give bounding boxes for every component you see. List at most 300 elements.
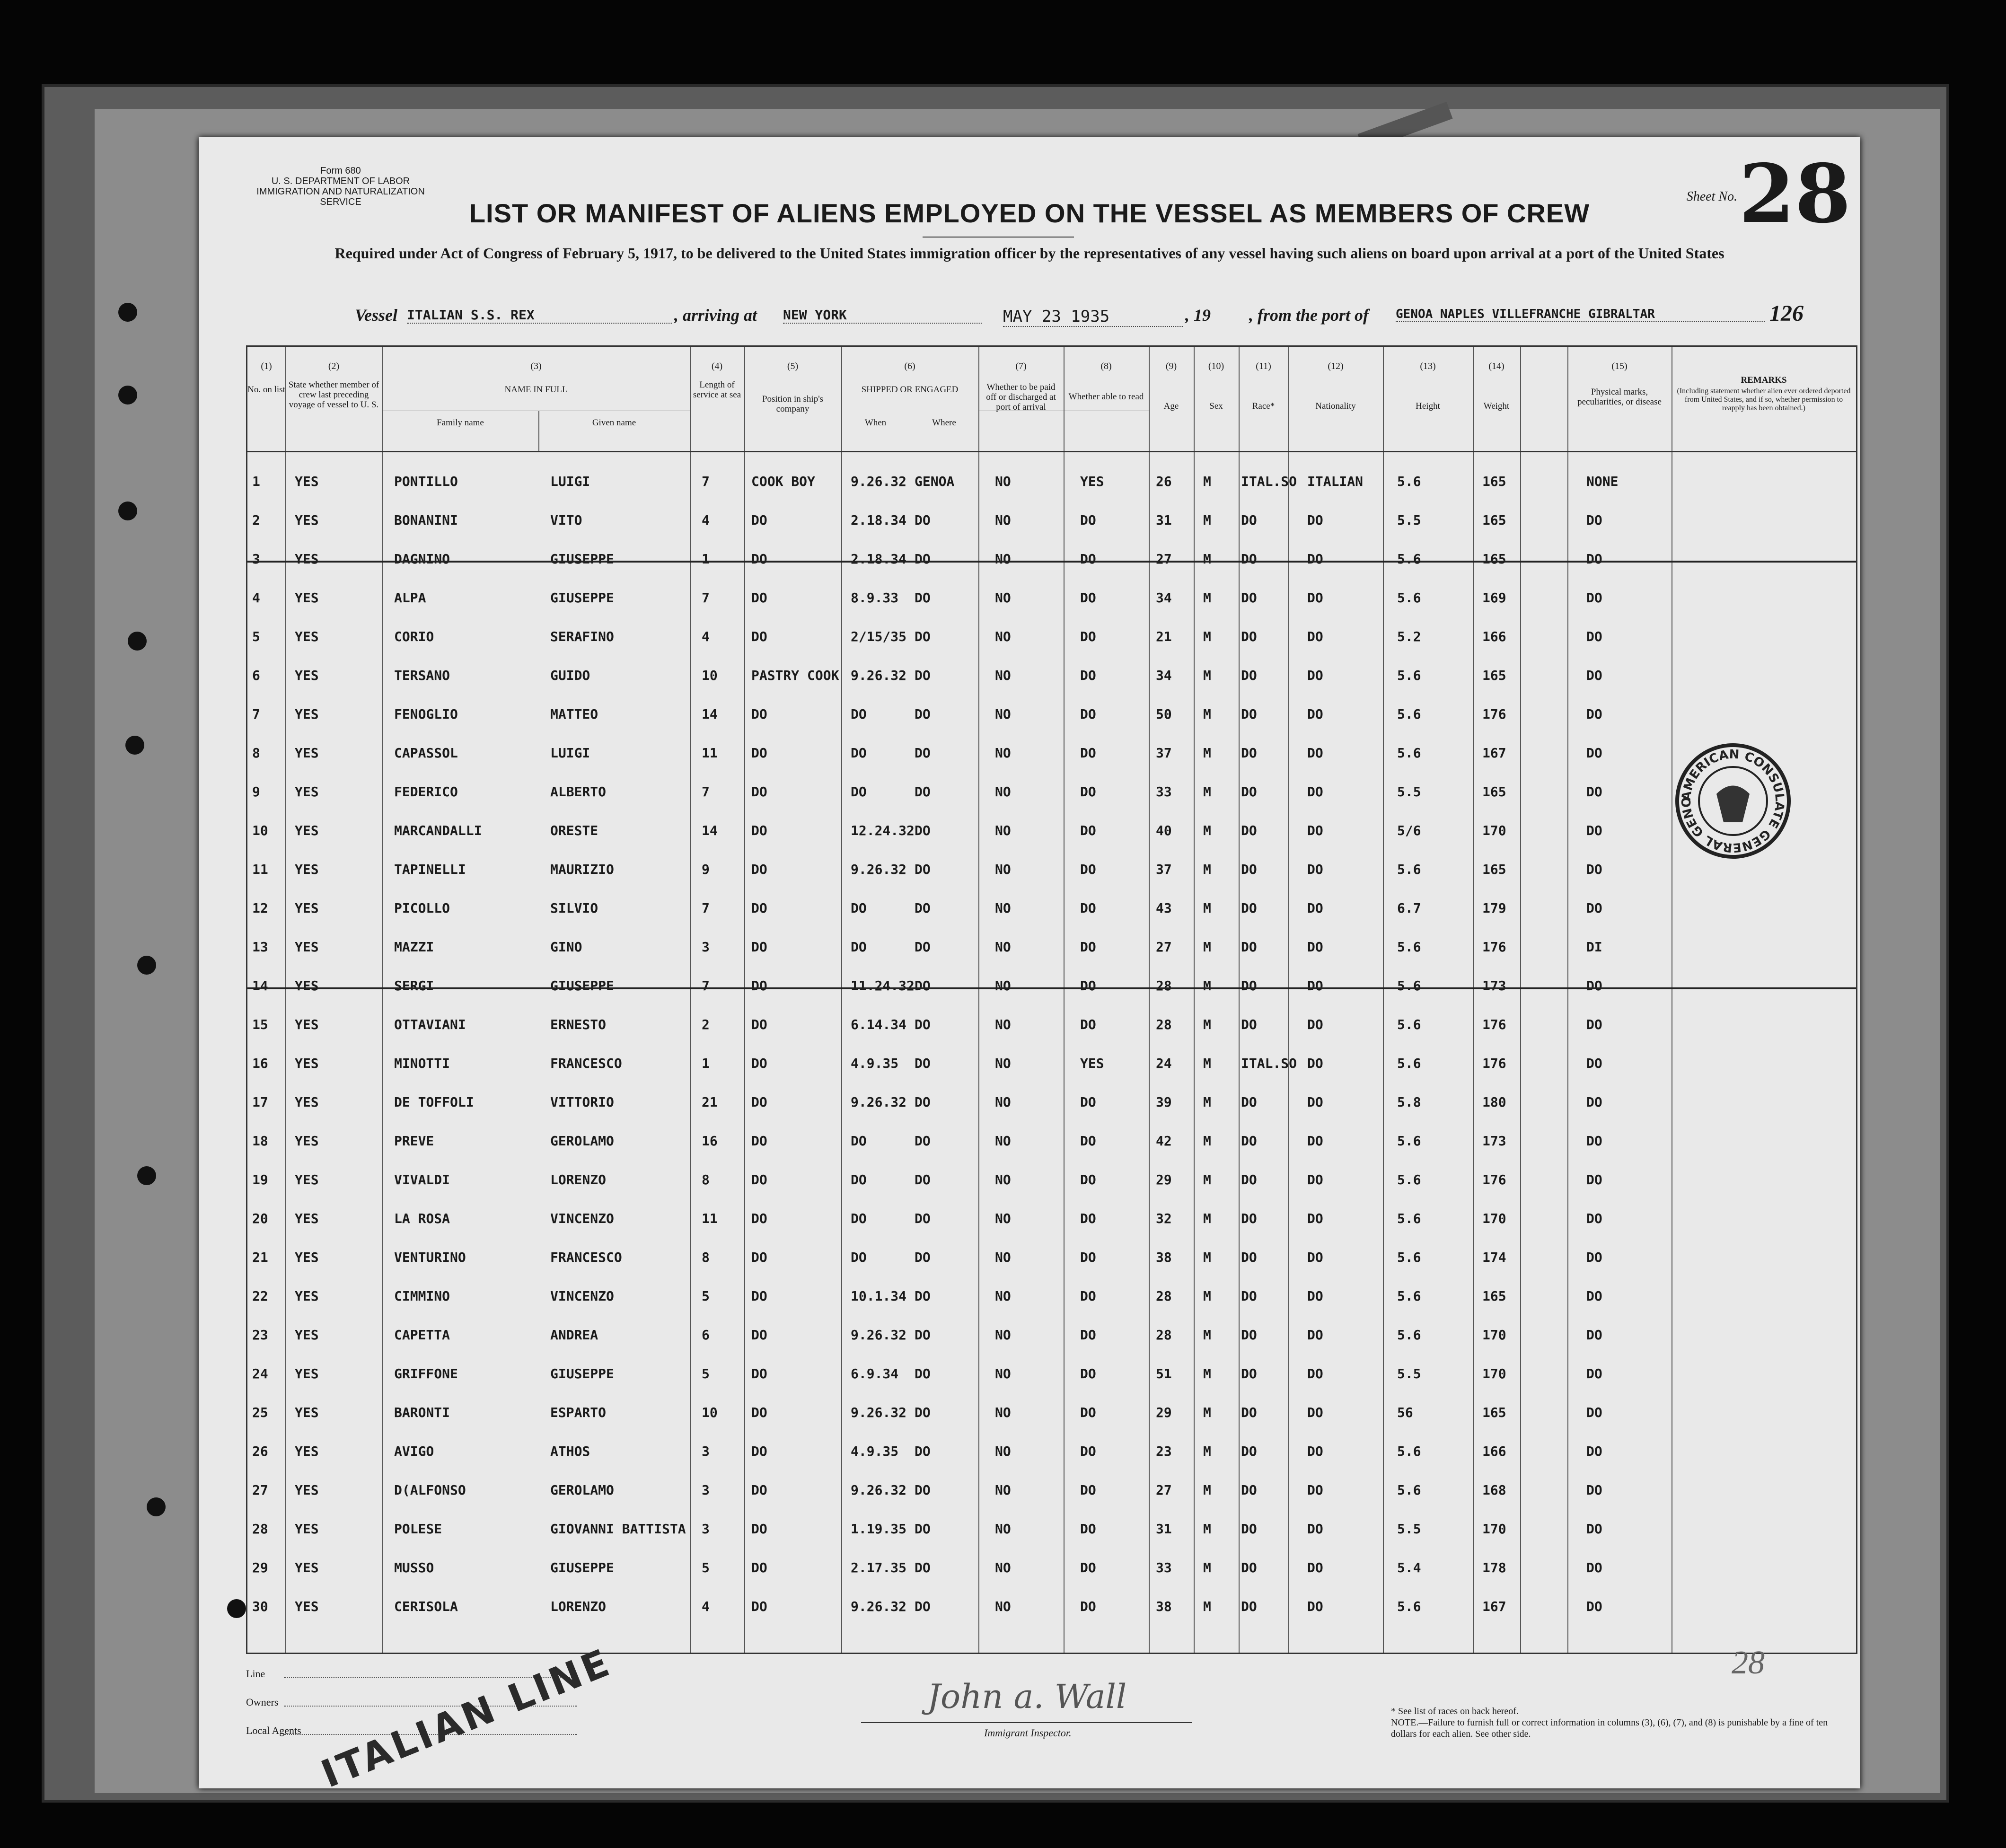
cell-nat: DO: [1307, 1133, 1323, 1149]
cell-family: AVIGO: [394, 1443, 434, 1459]
cell-paid: NO: [995, 1560, 1011, 1575]
cell-height: 5.5: [1397, 1521, 1421, 1537]
arriving-port: NEW YORK: [783, 307, 982, 324]
cell-position: DO: [751, 862, 767, 877]
cell-paid: NO: [995, 978, 1011, 994]
cell-crew: YES: [295, 668, 319, 683]
note-fine: NOTE.—Failure to furnish full or correct information in columns (3), (6), (7), and (8) is punishable by a fine of ten dollars for each alien. See other side.: [1391, 1717, 1828, 1739]
cell-crew: YES: [295, 1094, 319, 1110]
cell-phys: DO: [1586, 512, 1602, 528]
cell-race: DO: [1241, 745, 1257, 761]
cell-position: DO: [751, 1521, 767, 1537]
cell-family: TAPINELLI: [394, 862, 466, 877]
cell-position: DO: [751, 784, 767, 800]
line-label: Line: [246, 1668, 265, 1680]
cell-sex: M: [1203, 1133, 1211, 1149]
cell-read: DO: [1080, 590, 1096, 606]
cell-family: CIMMINO: [394, 1288, 450, 1304]
cell-read: DO: [1080, 900, 1096, 916]
cell-paid: NO: [995, 1056, 1011, 1071]
cell-age: 21: [1156, 629, 1172, 644]
cell-given: FRANCESCO: [550, 1250, 622, 1265]
cell-race: DO: [1241, 668, 1257, 683]
cell-read: DO: [1080, 1521, 1096, 1537]
cell-crew: YES: [295, 474, 319, 489]
cell-race: DO: [1241, 823, 1257, 838]
cell-no: 27: [252, 1482, 268, 1498]
cell-weight: 174: [1482, 1250, 1506, 1265]
cell-read: DO: [1080, 1288, 1096, 1304]
cell-sex: M: [1203, 1405, 1211, 1420]
cell-nat: DO: [1307, 862, 1323, 877]
cell-phys: DO: [1586, 1172, 1602, 1188]
table-row: [247, 892, 1856, 920]
cell-when: 8.9.33: [851, 590, 899, 606]
cell-length: 7: [702, 784, 710, 800]
cell-where: DO: [915, 745, 931, 761]
vessel-name: ITALIAN S.S. REX: [407, 307, 672, 324]
cell-read: DO: [1080, 1482, 1096, 1498]
cell-race: DO: [1241, 1599, 1257, 1614]
cell-when: DO: [851, 1211, 867, 1226]
cell-nat: DO: [1307, 629, 1323, 644]
table-row: [247, 853, 1856, 881]
cell-position: PASTRY COOK: [751, 668, 839, 683]
cell-nat: DO: [1307, 939, 1323, 955]
cell-read: DO: [1080, 668, 1096, 683]
cell-race: ITAL.SO: [1241, 474, 1297, 489]
cell-weight: 179: [1482, 900, 1506, 916]
cell-where: DO: [915, 1172, 931, 1188]
cell-read: DO: [1080, 1211, 1096, 1226]
table-row: [247, 969, 1856, 998]
cell-phys: DO: [1586, 706, 1602, 722]
cell-paid: NO: [995, 1405, 1011, 1420]
cell-race: DO: [1241, 1443, 1257, 1459]
cell-crew: YES: [295, 1560, 319, 1575]
cell-weight: 170: [1482, 1211, 1506, 1226]
cell-given: ORESTE: [550, 823, 598, 838]
cell-when: 9.26.32: [851, 1327, 907, 1343]
cell-nat: DO: [1307, 900, 1323, 916]
cell-given: LORENZO: [550, 1172, 607, 1188]
cell-nat: DO: [1307, 1056, 1323, 1071]
cell-position: DO: [751, 939, 767, 955]
cell-sex: M: [1203, 745, 1211, 761]
italian-line-stamp: ITALIAN LINE: [315, 1640, 618, 1796]
cell-paid: NO: [995, 668, 1011, 683]
cell-given: GUIDO: [550, 668, 590, 683]
cell-position: DO: [751, 1482, 767, 1498]
header-no-on-list: No. on list: [247, 385, 285, 395]
crew-table: [246, 345, 1857, 1654]
cell-position: DO: [751, 590, 767, 606]
cell-weight: 165: [1482, 1405, 1506, 1420]
departure-ports: GENOA NAPLES VILLEFRANCHE GIBRALTAR: [1396, 307, 1765, 322]
cell-family: PONTILLO: [394, 474, 458, 489]
cell-given: ATHOS: [550, 1443, 590, 1459]
cell-age: 29: [1156, 1405, 1172, 1420]
cell-race: ITAL.SO: [1241, 1056, 1297, 1071]
cell-read: DO: [1080, 1133, 1096, 1149]
cell-family: POLESE: [394, 1521, 442, 1537]
cell-length: 14: [702, 706, 718, 722]
cell-age: 37: [1156, 745, 1172, 761]
table-row: [247, 620, 1856, 649]
cell-where: DO: [915, 1211, 931, 1226]
cell-length: 6: [702, 1327, 710, 1343]
cell-read: DO: [1080, 1250, 1096, 1265]
cell-read: DO: [1080, 706, 1096, 722]
cell-given: VINCENZO: [550, 1288, 614, 1304]
cell-paid: NO: [995, 1521, 1011, 1537]
table-row: [247, 1590, 1856, 1619]
cell-crew: YES: [295, 1017, 319, 1032]
cell-paid: NO: [995, 551, 1011, 567]
cell-race: DO: [1241, 862, 1257, 877]
cell-no: 26: [252, 1443, 268, 1459]
table-row: [247, 1008, 1856, 1037]
cell-race: DO: [1241, 1288, 1257, 1304]
cell-age: 43: [1156, 900, 1172, 916]
cell-phys: DO: [1586, 1211, 1602, 1226]
cell-where: DO: [915, 1560, 931, 1575]
col-num-1: (1): [261, 361, 272, 371]
cell-race: DO: [1241, 1094, 1257, 1110]
cell-sex: M: [1203, 900, 1211, 916]
cell-nat: DO: [1307, 1366, 1323, 1382]
cell-nat: DO: [1307, 1094, 1323, 1110]
cell-family: VIVALDI: [394, 1172, 450, 1188]
cell-when: DO: [851, 900, 867, 916]
cell-weight: 166: [1482, 629, 1506, 644]
cell-no: 8: [252, 745, 260, 761]
cell-where: GENOA: [915, 474, 955, 489]
header-age: Age: [1163, 401, 1179, 411]
cell-given: ALBERTO: [550, 784, 607, 800]
header-sex: Sex: [1209, 401, 1223, 411]
cell-position: DO: [751, 745, 767, 761]
cell-when: DO: [851, 1172, 867, 1188]
cell-crew: YES: [295, 862, 319, 877]
cell-weight: 170: [1482, 823, 1506, 838]
cell-paid: NO: [995, 1482, 1011, 1498]
cell-crew: YES: [295, 551, 319, 567]
cell-when: DO: [851, 706, 867, 722]
cell-where: DO: [915, 590, 931, 606]
cell-age: 29: [1156, 1172, 1172, 1188]
cell-race: DO: [1241, 1172, 1257, 1188]
cell-phys: DO: [1586, 1599, 1602, 1614]
table-row: [247, 1396, 1856, 1425]
cell-sex: M: [1203, 1560, 1211, 1575]
header-nationality: Nationality: [1315, 401, 1356, 411]
cell-weight: 165: [1482, 784, 1506, 800]
cell-age: 32: [1156, 1211, 1172, 1226]
cell-height: 5.6: [1397, 1327, 1421, 1343]
cell-crew: YES: [295, 1250, 319, 1265]
table-row: [247, 1551, 1856, 1580]
cell-position: DO: [751, 1327, 767, 1343]
cell-phys: NONE: [1586, 474, 1619, 489]
cell-race: DO: [1241, 590, 1257, 606]
cell-given: GIUSEPPE: [550, 1366, 614, 1382]
col-num-14: (14): [1488, 361, 1504, 371]
cell-race: DO: [1241, 706, 1257, 722]
cell-sex: M: [1203, 1017, 1211, 1032]
table-row: [247, 698, 1856, 726]
cell-family: FEDERICO: [394, 784, 458, 800]
cell-when: 6.14.34: [851, 1017, 907, 1032]
table-row: [247, 1357, 1856, 1386]
cell-read: DO: [1080, 1094, 1096, 1110]
cell-paid: NO: [995, 706, 1011, 722]
cell-height: 5.6: [1397, 1250, 1421, 1265]
cell-paid: NO: [995, 1172, 1011, 1188]
cell-position: DO: [751, 629, 767, 644]
cell-nat: DO: [1307, 1211, 1323, 1226]
cell-family: ALPA: [394, 590, 426, 606]
cell-weight: 176: [1482, 1172, 1506, 1188]
cell-nat: DO: [1307, 1288, 1323, 1304]
cell-given: VITTORIO: [550, 1094, 614, 1110]
cell-family: CAPASSOL: [394, 745, 458, 761]
cell-length: 2: [702, 1017, 710, 1032]
cell-no: 15: [252, 1017, 268, 1032]
cell-no: 5: [252, 629, 260, 644]
cell-where: DO: [915, 1366, 931, 1382]
cell-paid: NO: [995, 1366, 1011, 1382]
cell-age: 50: [1156, 706, 1172, 722]
cell-sex: M: [1203, 706, 1211, 722]
cell-read: DO: [1080, 978, 1096, 994]
cell-sex: M: [1203, 1327, 1211, 1343]
col-num-9: (9): [1165, 361, 1177, 371]
cell-weight: 165: [1482, 474, 1506, 489]
cell-position: DO: [751, 1366, 767, 1382]
cell-no: 29: [252, 1560, 268, 1575]
cell-when: DO: [851, 1250, 867, 1265]
cell-read: DO: [1080, 1405, 1096, 1420]
cell-age: 38: [1156, 1250, 1172, 1265]
cell-position: DO: [751, 1250, 767, 1265]
cell-phys: DO: [1586, 1366, 1602, 1382]
cell-weight: 168: [1482, 1482, 1506, 1498]
cell-paid: NO: [995, 1288, 1011, 1304]
cell-nat: DO: [1307, 1521, 1323, 1537]
table-row: [247, 1474, 1856, 1502]
col-num-7: (7): [1015, 361, 1027, 371]
cell-crew: YES: [295, 512, 319, 528]
cell-age: 28: [1156, 1288, 1172, 1304]
table-row: [247, 543, 1856, 571]
cell-sex: M: [1203, 784, 1211, 800]
cell-read: DO: [1080, 1443, 1096, 1459]
cell-height: 5.6: [1397, 706, 1421, 722]
cell-phys: DO: [1586, 1405, 1602, 1420]
cell-sex: M: [1203, 1172, 1211, 1188]
cell-sex: M: [1203, 668, 1211, 683]
cell-where: DO: [915, 1017, 931, 1032]
page-title: LIST OR MANIFEST OF ALIENS EMPLOYED ON THE VESSEL AS MEMBERS OF CREW: [469, 198, 1590, 228]
cell-family: D(ALFONSO: [394, 1482, 466, 1498]
cell-family: MUSSO: [394, 1560, 434, 1575]
cell-sex: M: [1203, 939, 1211, 955]
col-num-12: (12): [1328, 361, 1344, 371]
header-paid-off: Whether to be paid off or discharged at port of arrival: [986, 382, 1056, 412]
cell-no: 1: [252, 474, 260, 489]
cell-where: DO: [915, 1482, 931, 1498]
cell-phys: DO: [1586, 1250, 1602, 1265]
cell-position: DO: [751, 551, 767, 567]
cell-age: 26: [1156, 474, 1172, 489]
cell-phys: DO: [1586, 1017, 1602, 1032]
cell-crew: YES: [295, 706, 319, 722]
cell-crew: YES: [295, 1443, 319, 1459]
cell-phys: DO: [1586, 1443, 1602, 1459]
cell-given: GEROLAMO: [550, 1133, 614, 1149]
col-num-13: (13): [1420, 361, 1436, 371]
cell-when: 9.26.32: [851, 1482, 907, 1498]
col-num-8: (8): [1100, 361, 1112, 371]
cell-phys: DO: [1586, 862, 1602, 877]
cell-given: GINO: [550, 939, 582, 955]
header-height: Height: [1416, 401, 1440, 411]
cell-crew: YES: [295, 784, 319, 800]
footer-notes: [1391, 1706, 1840, 1740]
cell-weight: 169: [1482, 590, 1506, 606]
cell-length: 16: [702, 1133, 718, 1149]
cell-phys: DO: [1586, 1327, 1602, 1343]
cell-age: 28: [1156, 1327, 1172, 1343]
service-name: IMMIGRATION AND NATURALIZATION SERVICE: [256, 186, 425, 207]
cell-when: 9.26.32: [851, 862, 907, 877]
cell-no: 11: [252, 862, 268, 877]
cell-when: 2.17.35: [851, 1560, 907, 1575]
cell-crew: YES: [295, 1211, 319, 1226]
table-row: [247, 659, 1856, 687]
cell-when: 12.24.32: [851, 823, 915, 838]
table-row: [247, 1202, 1856, 1231]
cell-height: 5.6: [1397, 1017, 1421, 1032]
cell-age: 42: [1156, 1133, 1172, 1149]
cell-family: CERISOLA: [394, 1599, 458, 1614]
inspector-label: Immigrant Inspector.: [984, 1727, 1072, 1739]
cell-sex: M: [1203, 1250, 1211, 1265]
cell-where: DO: [915, 668, 931, 683]
header-name-in-full: NAME IN FULL: [504, 385, 568, 395]
cell-no: 18: [252, 1133, 268, 1149]
cell-length: 5: [702, 1366, 710, 1382]
cell-family: BONANINI: [394, 512, 458, 528]
cell-height: 5.6: [1397, 590, 1421, 606]
cell-given: GIUSEPPE: [550, 590, 614, 606]
sheet-label: Sheet No.: [1686, 189, 1737, 204]
cell-phys: DO: [1586, 900, 1602, 916]
cell-sex: M: [1203, 512, 1211, 528]
cell-where: DO: [915, 978, 931, 994]
cell-no: 24: [252, 1366, 268, 1382]
cell-crew: YES: [295, 1327, 319, 1343]
cell-nat: DO: [1307, 551, 1323, 567]
cell-paid: NO: [995, 1250, 1011, 1265]
cell-position: DO: [751, 823, 767, 838]
cell-given: MAURIZIO: [550, 862, 614, 877]
cell-crew: YES: [295, 1482, 319, 1498]
cell-race: DO: [1241, 1211, 1257, 1226]
cell-phys: DO: [1586, 745, 1602, 761]
cell-height: 5.6: [1397, 1211, 1421, 1226]
vessel-label: Vessel: [355, 306, 397, 325]
cell-given: FRANCESCO: [550, 1056, 622, 1071]
cell-family: DE TOFFOLI: [394, 1094, 474, 1110]
cell-no: 30: [252, 1599, 268, 1614]
cell-height: 5/6: [1397, 823, 1421, 838]
cell-height: 5.6: [1397, 474, 1421, 489]
cell-race: DO: [1241, 1482, 1257, 1498]
cell-sex: M: [1203, 1366, 1211, 1382]
cell-height: 5.2: [1397, 629, 1421, 644]
table-row: [247, 1513, 1856, 1541]
cell-read: DO: [1080, 823, 1096, 838]
cell-weight: 176: [1482, 1056, 1506, 1071]
cell-nat: DO: [1307, 706, 1323, 722]
cell-sex: M: [1203, 1288, 1211, 1304]
cell-no: 19: [252, 1172, 268, 1188]
cell-given: GIUSEPPE: [550, 1560, 614, 1575]
header-position: Position in ship's company: [762, 394, 824, 414]
cell-family: CORIO: [394, 629, 434, 644]
cell-race: DO: [1241, 1250, 1257, 1265]
cell-given: GEROLAMO: [550, 1482, 614, 1498]
cell-crew: YES: [295, 1521, 319, 1537]
cell-length: 1: [702, 551, 710, 567]
table-row: [247, 1241, 1856, 1269]
cell-weight: 173: [1482, 978, 1506, 994]
cell-crew: YES: [295, 1056, 319, 1071]
cell-when: DO: [851, 745, 867, 761]
binder-hole: [227, 1599, 246, 1618]
cell-given: VINCENZO: [550, 1211, 614, 1226]
cell-height: 5.5: [1397, 512, 1421, 528]
cell-age: 24: [1156, 1056, 1172, 1071]
cell-paid: NO: [995, 900, 1011, 916]
cell-weight: 165: [1482, 512, 1506, 528]
cell-paid: NO: [995, 784, 1011, 800]
cell-read: YES: [1080, 1056, 1104, 1071]
cell-where: DO: [915, 1405, 931, 1420]
cell-no: 14: [252, 978, 268, 994]
binder-hole: [147, 1497, 166, 1516]
cell-read: DO: [1080, 1366, 1096, 1382]
cell-where: DO: [915, 823, 931, 838]
header-physical-marks: Physical marks, peculiarities, or disease: [1577, 387, 1662, 407]
cell-crew: YES: [295, 1133, 319, 1149]
cell-when: 9.26.32: [851, 1405, 907, 1420]
cell-length: 10: [702, 1405, 718, 1420]
title-rule: [923, 237, 1074, 238]
cell-paid: NO: [995, 1327, 1011, 1343]
table-row: [247, 1086, 1856, 1114]
cell-read: DO: [1080, 1599, 1096, 1614]
cell-nat: DO: [1307, 1443, 1323, 1459]
cell-phys: DO: [1586, 978, 1602, 994]
cell-crew: YES: [295, 939, 319, 955]
cell-when: 2/15/35: [851, 629, 907, 644]
vessel-line: [246, 305, 1807, 329]
cell-weight: 170: [1482, 1521, 1506, 1537]
cell-given: MATTEO: [550, 706, 598, 722]
